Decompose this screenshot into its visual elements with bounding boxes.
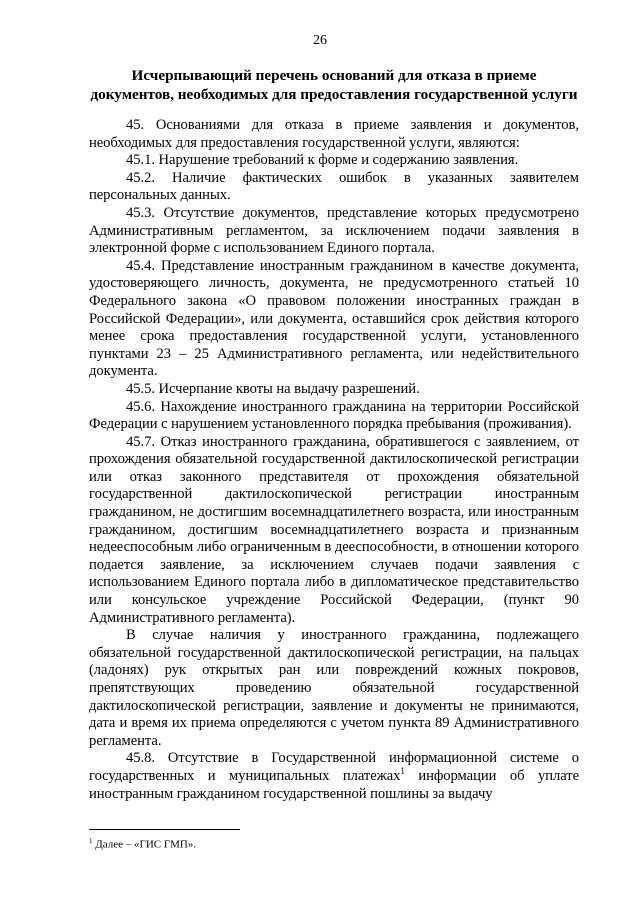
paragraph-45-8 — [89, 750, 579, 803]
paragraph-45-3: 45.3. Отсутствие документов, представление которых предусмотрено Административным регламентом, за исключением подачи заявления в электронной форме с использованием Единого портала. — [89, 204, 579, 257]
paragraph-45-2: 45.2. Наличие фактических ошибок в указанных заявителем персональных данных. — [89, 169, 579, 204]
footnote-reference: 1 — [400, 766, 405, 777]
footnote-divider — [89, 829, 240, 830]
paragraph-45-7: 45.7. Отказ иностранного гражданина, обратившегося с заявлением, от прохождения обязательной государственной дактилоскопической регистрации или отказ законного представителя от прохождения обязательной государственной дактилоскопической регистрации иностранным гражданином, не достигшим восемнадцатилетнего возраста, или иностранным гражданином, достигшим восемнадцатилетнего возраста и признанным недееспособным либо ограниченным в дееспособности, в отношении которого подается заявление, за исключением случаев подачи заявления с использованием Единого портала либо в дипломатическое представительство или консульское учреждение Российской Федерации, (пункт 90 Административного регламента). — [89, 433, 579, 626]
paragraph-45: 45. Основаниями для отказа в приеме заявления и документов, необходимых для предоставления государственной услуги, являются: — [89, 117, 579, 151]
footnote — [89, 835, 389, 852]
paragraph-45-4: 45.4. Представление иностранным гражданином в качестве документа, удостоверяющего личность, документа, не предусмотренного статьей 10 Федерального закона «О правовом положении иностранных граждан в Российской Федерации», или документа, оставшийся срок действия которого менее срока предоставления государственной услуги, установленного пунктами 23 – 25 Административного регламента, или недействительного документа. — [89, 257, 579, 380]
paragraph-45-5: 45.5. Исчерпание квоты на выдачу разрешений. — [126, 380, 420, 397]
footnote-marker: 1 — [89, 837, 93, 845]
heading-line-2: документов, необходимых для предоставления государственной услуги — [90, 86, 578, 103]
paragraph-45-6: 45.6. Нахождение иностранного гражданина на территории Российской Федерации с нарушением установленного порядка пребывания (проживания). — [89, 398, 579, 433]
heading-line-1: Исчерпывающий перечень оснований для отказа в приеме — [131, 67, 537, 84]
paragraph-45-8-start: 45.8. Отсутствие в Государственной информационной системе о государственных и муниципальных платежах — [89, 750, 579, 784]
paragraph-45-8-end: информации об уплате иностранным гражданином государственной пошлины за выдачу — [89, 767, 580, 802]
section-heading — [89, 66, 579, 104]
body-text — [89, 117, 579, 803]
footnote-text: Далее – «ГИС ГМП». — [92, 838, 197, 851]
paragraph-45-1: 45.1. Нарушение требований к форме и содержанию заявления. — [126, 152, 519, 169]
paragraph-45-7-note: В случае наличия у иностранного гражданина, подлежащего обязательной государственной дактилоскопической регистрации, на пальцах (ладонях) рук открытых ран или повреждений кожных покровов, препятствующих проведению обязательной государственной дактилоскопической регистрации, заявление и документы не принимаются, дата и время их приема определяются с учетом пункта 89 Административного регламента. — [89, 627, 579, 749]
page-number: 26 — [313, 33, 327, 48]
